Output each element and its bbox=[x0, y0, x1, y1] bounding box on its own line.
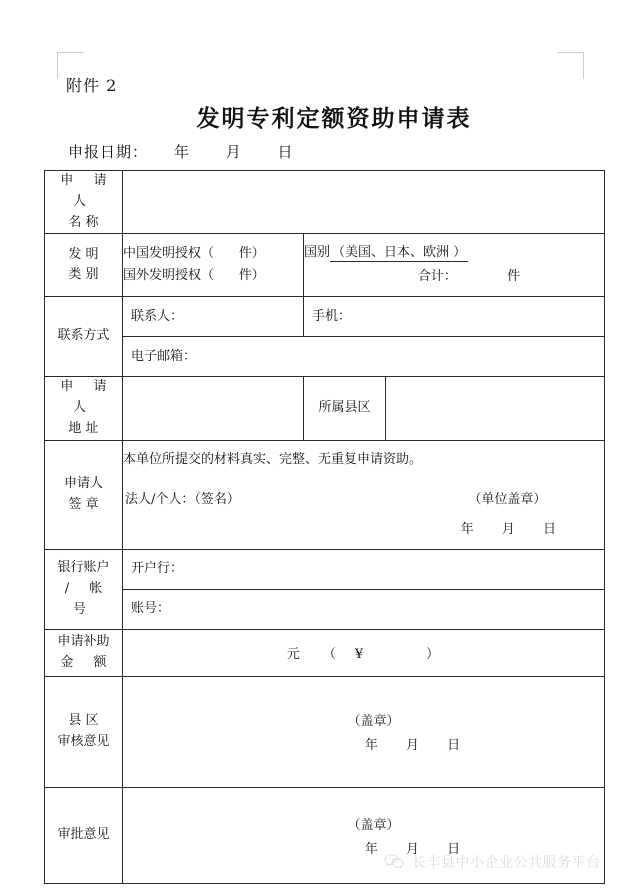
signature-label-line2: 签 章 bbox=[68, 496, 99, 512]
signature-label bbox=[45, 440, 123, 549]
address-label bbox=[45, 377, 123, 440]
footer-text: 长丰县中小企业公共服务平台 bbox=[412, 855, 601, 871]
table-row-bank-account bbox=[45, 589, 605, 629]
table-row-contact-person bbox=[45, 297, 605, 337]
contact-mobile-cell[interactable] bbox=[304, 297, 605, 337]
table-row-address bbox=[45, 377, 605, 440]
county-review-label bbox=[45, 676, 123, 787]
page-title: 发明专利定额资助申请表 bbox=[196, 105, 472, 132]
wechat-icon bbox=[383, 851, 405, 873]
final-approval-stamp-label: （盖章） bbox=[347, 817, 400, 833]
bank-label bbox=[45, 549, 123, 629]
country-options: （美国、日本、欧洲 ） bbox=[332, 245, 467, 261]
table-row-contact-email bbox=[45, 337, 605, 377]
legal-person-signature-label: 法人/个人：（签名） bbox=[125, 491, 240, 507]
country-line bbox=[304, 242, 604, 264]
county-review-cell[interactable] bbox=[123, 676, 605, 787]
contact-label-text: 联系方式 bbox=[57, 328, 110, 344]
invention-category-label-line1: 发 明 bbox=[68, 246, 99, 262]
address-label-line1: 申 请 人 bbox=[60, 379, 115, 416]
county-field[interactable] bbox=[386, 377, 605, 440]
invention-country-cell[interactable] bbox=[304, 234, 605, 297]
table-row-invention-category bbox=[45, 234, 605, 297]
crop-mark-top-right bbox=[557, 52, 584, 79]
bank-account-cell[interactable] bbox=[123, 589, 605, 629]
bank-label-line1: 银行账户 bbox=[57, 560, 110, 576]
apply-date-row bbox=[68, 141, 309, 162]
amount-unit: 元 bbox=[286, 647, 301, 663]
applicant-name-label-line1: 申 请 人 bbox=[60, 173, 115, 209]
county-review-label-line1: 县 区 bbox=[68, 712, 99, 728]
applicant-name-label-line2: 名 称 bbox=[68, 214, 99, 230]
address-field[interactable] bbox=[123, 377, 304, 440]
bank-name-cell[interactable] bbox=[123, 549, 605, 589]
amount-label-line1: 申请补助 bbox=[57, 633, 110, 649]
final-approval-label: 审批意见 bbox=[45, 787, 123, 883]
address-label-line2: 地 址 bbox=[68, 420, 99, 436]
company-seal-block bbox=[447, 487, 604, 543]
amount-label-line2: 金 额 bbox=[60, 654, 115, 670]
table-row-signature bbox=[45, 440, 605, 549]
signature-statement: 本单位所提交的材料真实、完整、无重复申请资助。 bbox=[123, 451, 423, 467]
applicant-name-label bbox=[45, 171, 123, 234]
county-label: 所属县区 bbox=[304, 377, 386, 440]
apply-date-label: 申报日期： bbox=[68, 143, 149, 161]
amount-paren-close: ） bbox=[426, 647, 441, 663]
invention-category-label-line2: 类 别 bbox=[68, 267, 99, 283]
domestic-invention-count: 中国发明授权（ 件） bbox=[123, 246, 265, 262]
contact-email-label: 电子邮箱： bbox=[131, 348, 197, 364]
table-row-bank-name bbox=[45, 549, 605, 589]
total-label: 合计： bbox=[417, 269, 457, 285]
final-approval-ymd: 年 月 日 bbox=[364, 841, 473, 857]
footer-watermark bbox=[383, 851, 601, 873]
contact-email-cell[interactable] bbox=[123, 337, 605, 377]
company-seal-label: （单位盖章） bbox=[468, 491, 547, 507]
amount-label bbox=[45, 629, 123, 676]
currency-symbol: ¥ bbox=[354, 647, 365, 663]
bank-label-line2: / 帐 号 bbox=[64, 580, 111, 617]
signature-cell[interactable] bbox=[123, 440, 605, 549]
invention-category-label bbox=[45, 234, 123, 297]
contact-person-cell[interactable] bbox=[123, 297, 304, 337]
total-line bbox=[304, 266, 604, 288]
signature-ymd: 年 月 日 bbox=[460, 521, 569, 537]
application-form-table bbox=[44, 170, 605, 884]
contact-label bbox=[45, 297, 123, 377]
bank-name-label: 开户行： bbox=[131, 560, 184, 576]
table-row-county-review bbox=[45, 676, 605, 787]
total-unit: 件 bbox=[507, 269, 521, 285]
table-row-applicant-name bbox=[45, 171, 605, 234]
county-review-ymd: 年 月 日 bbox=[364, 738, 473, 754]
county-review-body bbox=[123, 710, 604, 753]
signature-label-line1: 申请人 bbox=[63, 475, 103, 491]
bank-account-label: 账号： bbox=[131, 600, 171, 616]
contact-person-label: 联系人： bbox=[131, 308, 184, 324]
signature-row bbox=[123, 487, 604, 543]
country-label: 国别 bbox=[304, 245, 331, 261]
invention-counts-cell[interactable] bbox=[123, 234, 304, 297]
amount-paren-open: （ bbox=[322, 647, 337, 663]
county-review-label-line2: 审核意见 bbox=[57, 733, 110, 749]
overseas-invention-count: 国外发明授权（ 件） bbox=[123, 268, 265, 284]
county-review-stamp-label: （盖章） bbox=[347, 714, 400, 730]
applicant-name-field[interactable] bbox=[123, 171, 605, 234]
table-row-amount bbox=[45, 629, 605, 676]
apply-date-ymd: 年 月 日 bbox=[174, 143, 309, 161]
contact-mobile-label: 手机： bbox=[312, 308, 352, 324]
amount-field[interactable] bbox=[123, 629, 605, 676]
attachment-label: 附件 2 bbox=[66, 76, 118, 95]
